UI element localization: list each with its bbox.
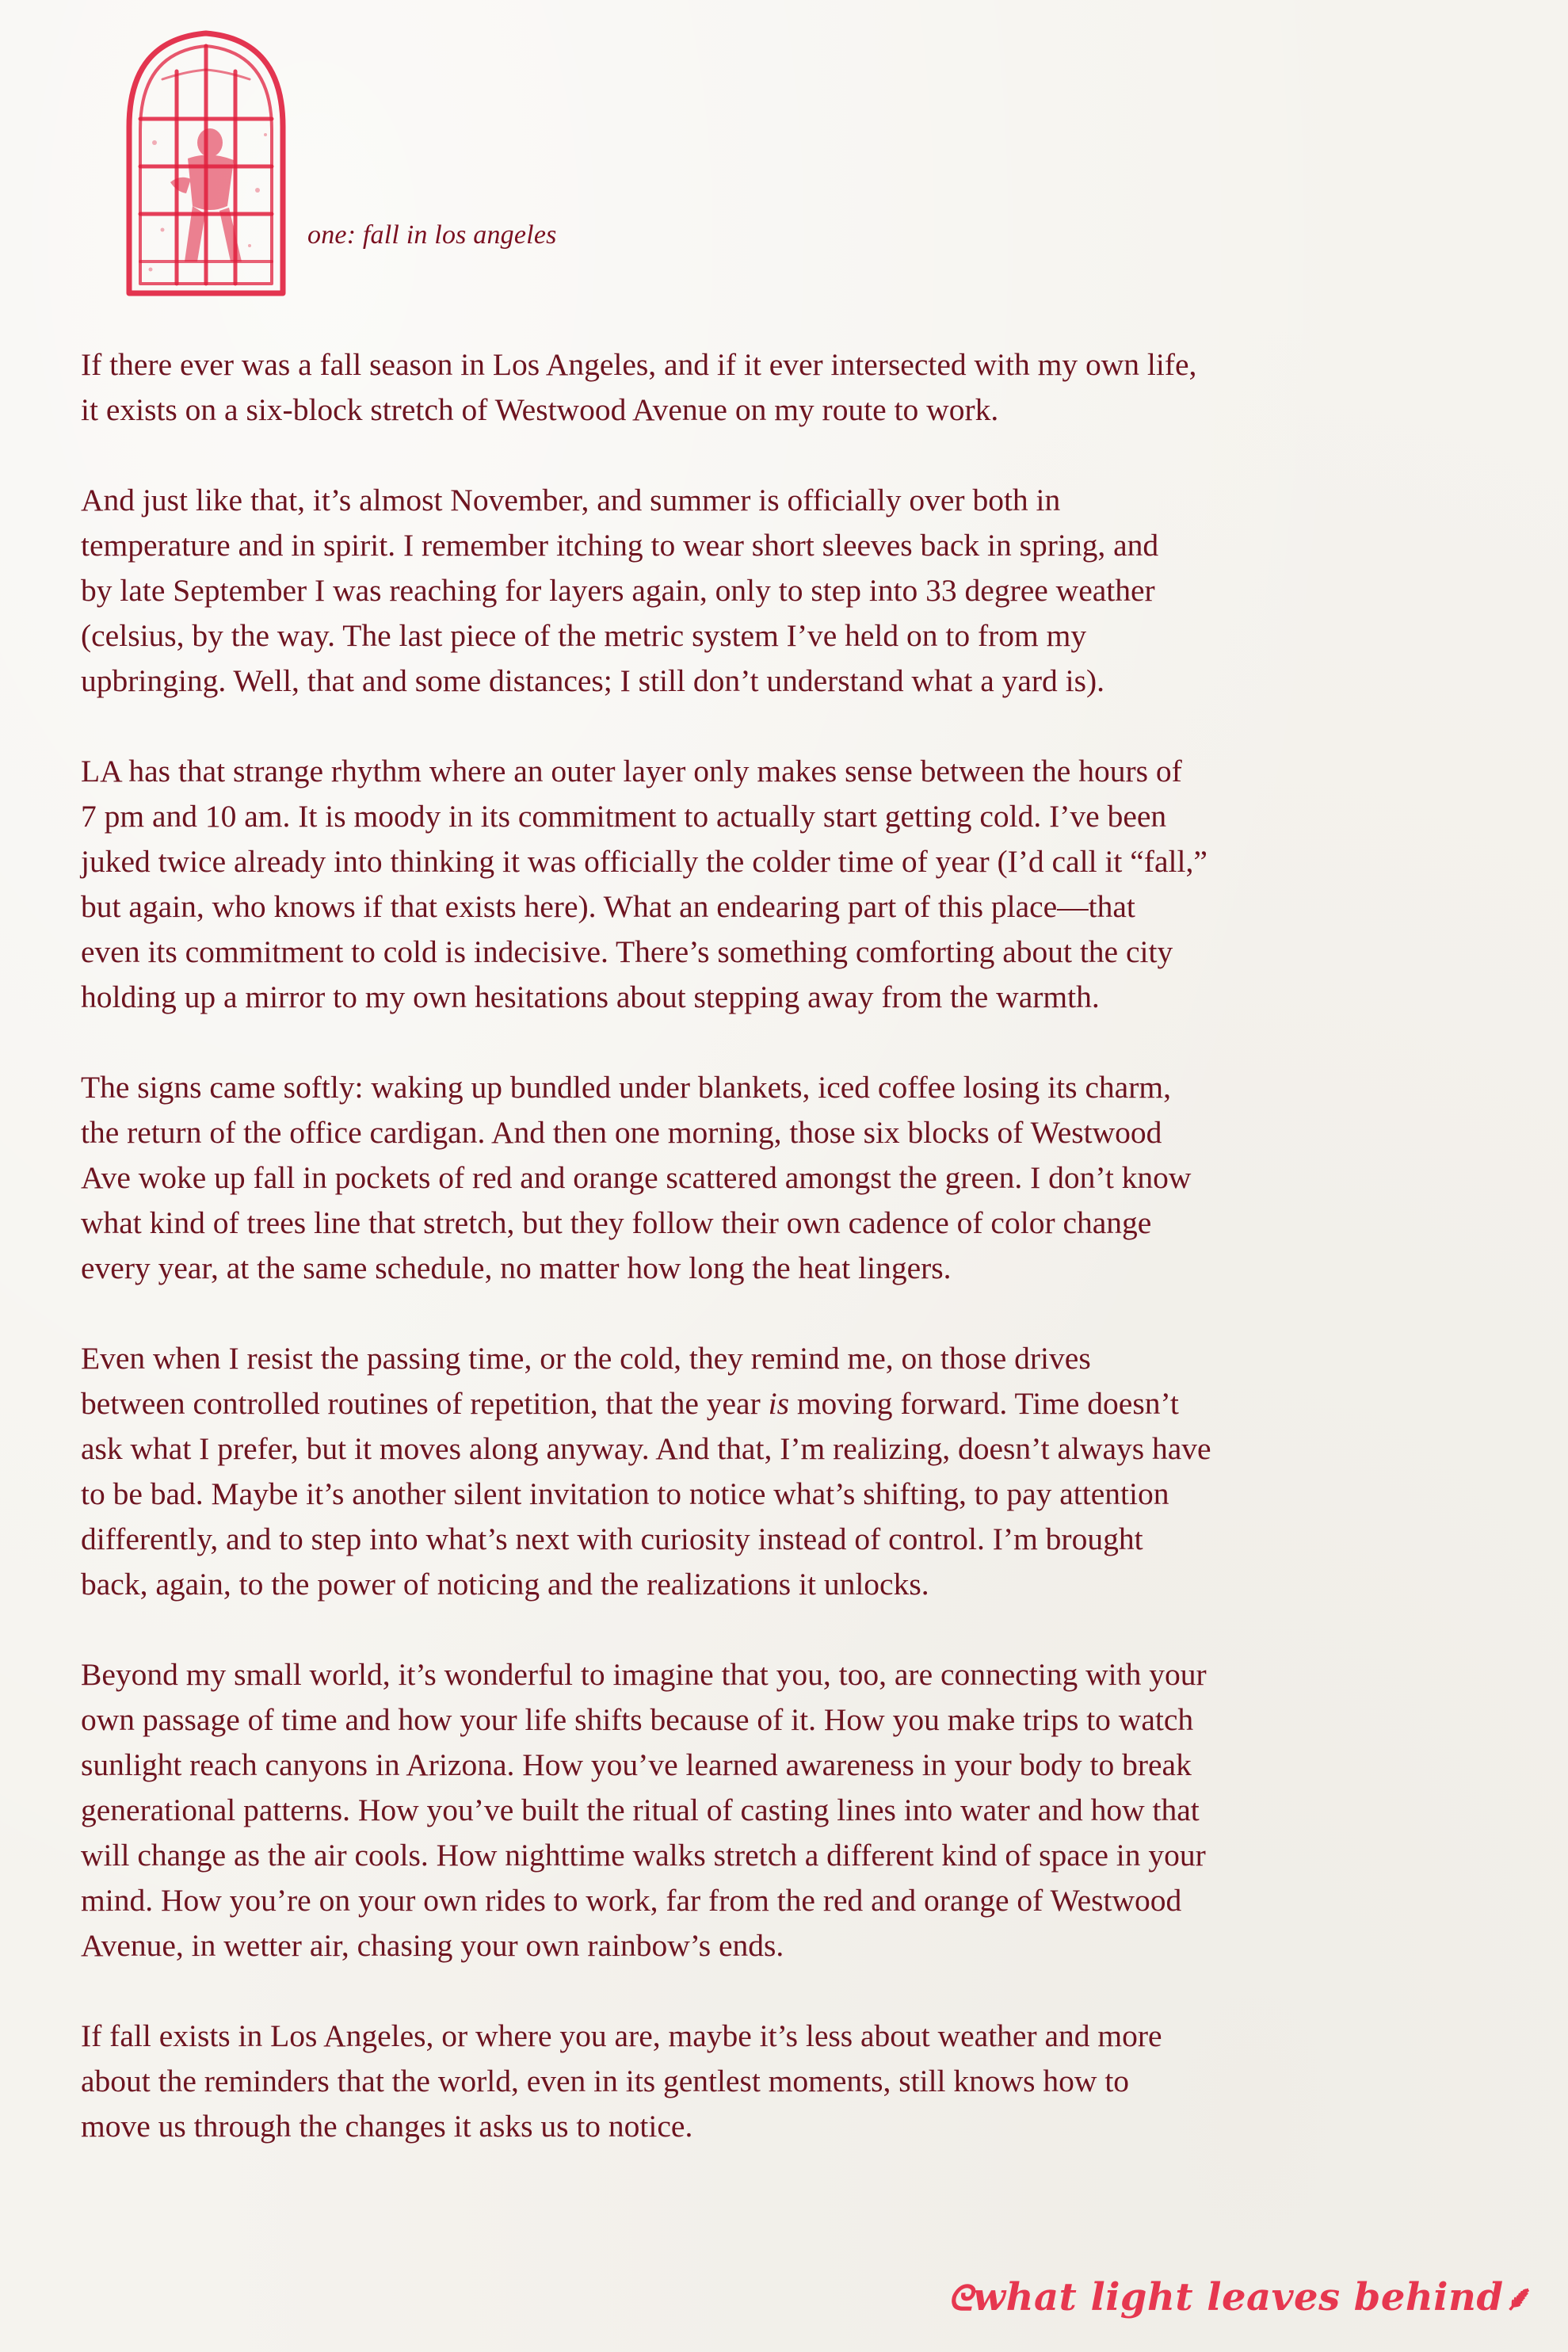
flourish-left-icon: ᘓ [948, 2278, 973, 2319]
flourish-right-icon: ⸙ [1503, 2278, 1530, 2319]
paragraph-7 [81, 2014, 1499, 2149]
text-line: upbringing. Well, that and some distances; I still don’t understand what a yard is). [81, 663, 1105, 698]
text-line: differently, and to step into what’s next with curiosity instead of control. I’m brought [81, 1522, 1143, 1556]
text-line: sunlight reach canyons in Arizona. How you’ve learned awareness in your body to break [81, 1747, 1192, 1782]
text-line: but again, who knows if that exists here). What an endearing part of this place—that [81, 889, 1135, 924]
text-line: move us through the changes it asks us to notice. [81, 2109, 693, 2144]
text-line: LA has that strange rhythm where an outer layer only makes sense between the hours of [81, 754, 1182, 788]
text-line: the return of the office cardigan. And then one morning, those six blocks of Westwood [81, 1115, 1162, 1150]
chapter-title: one: fall in los angeles [307, 220, 557, 250]
text-line: it exists on a six-block stretch of Westwood Avenue on my route to work. [81, 392, 999, 427]
text-line: mind. How you’re on your own rides to work, far from the red and orange of Westwood [81, 1883, 1182, 1918]
text-line: even its commitment to cold is indecisive. There’s something comforting about the city [81, 934, 1173, 969]
text-line: If there ever was a fall season in Los Angeles, and if it ever intersected with my own life, [81, 347, 1197, 382]
paragraph-2 [81, 478, 1499, 704]
text-line: temperature and in spirit. I remember itching to wear short sleeves back in spring, and [81, 528, 1159, 563]
text-line: by late September I was reaching for layers again, only to step into 33 degree weather [81, 573, 1155, 608]
text-line: holding up a mirror to my own hesitations about stepping away from the warmth. [81, 979, 1100, 1014]
text-line: back, again, to the power of noticing and the realizations it unlocks. [81, 1567, 929, 1602]
text-line: 7 pm and 10 am. It is moody in its commitment to actually start getting cold. I’ve been [81, 799, 1167, 834]
footer-brand-text: what light leaves behind [972, 2275, 1504, 2320]
arched-window-stamp-icon [115, 24, 297, 309]
paragraph-4 [81, 1065, 1499, 1291]
text-line: Ave woke up fall in pockets of red and orange scattered amongst the green. I don’t know [81, 1160, 1192, 1195]
text-line: to be bad. Maybe it’s another silent invitation to notice what’s shifting, to pay attention [81, 1476, 1169, 1511]
text-line: about the reminders that the world, even in its gentlest moments, still knows how to [81, 2064, 1130, 2098]
text-line: will change as the air cools. How nighttime walks stretch a different kind of space in your [81, 1838, 1206, 1873]
text-line: And just like that, it’s almost November, and summer is officially over both in [81, 483, 1061, 517]
text-line: juked twice already into thinking it was officially the colder time of year (I’d call it “fall,” [81, 844, 1207, 879]
text-line: every year, at the same schedule, no matter how long the heat lingers. [81, 1250, 952, 1285]
text-line: If fall exists in Los Angeles, or where you are, maybe it’s less about weather and more [81, 2018, 1162, 2053]
text-line: Even when I resist the passing time, or the cold, they remind me, on those drives [81, 1341, 1091, 1376]
text-line: Avenue, in wetter air, chasing your own rainbow’s ends. [81, 1928, 784, 1963]
text-line: ask what I prefer, but it moves along anyway. And that, I’m realizing, doesn’t always have [81, 1431, 1211, 1466]
text-line: between controlled routines of repetition, that the year is moving forward. Time doesn’t [81, 1386, 1179, 1421]
article-body [81, 342, 1499, 2194]
text-line: own passage of time and how your life shifts because of it. How you make trips to watch [81, 1702, 1194, 1737]
paragraph-3 [81, 749, 1499, 1020]
text-line: generational patterns. How you’ve built the ritual of casting lines into water and how that [81, 1793, 1200, 1827]
paragraph-6 [81, 1652, 1499, 1968]
paragraph-5 [81, 1336, 1499, 1607]
text-line: Beyond my small world, it’s wonderful to imagine that you, too, are connecting with your [81, 1657, 1207, 1692]
text-line: what kind of trees line that stretch, but they follow their own cadence of color change [81, 1205, 1152, 1240]
text-line: The signs came softly: waking up bundled under blankets, iced coffee losing its charm, [81, 1070, 1171, 1105]
paragraph-1 [81, 342, 1499, 433]
footer-brand [948, 2273, 1530, 2320]
text-line: (celsius, by the way. The last piece of the metric system I’ve held on to from my [81, 618, 1087, 653]
